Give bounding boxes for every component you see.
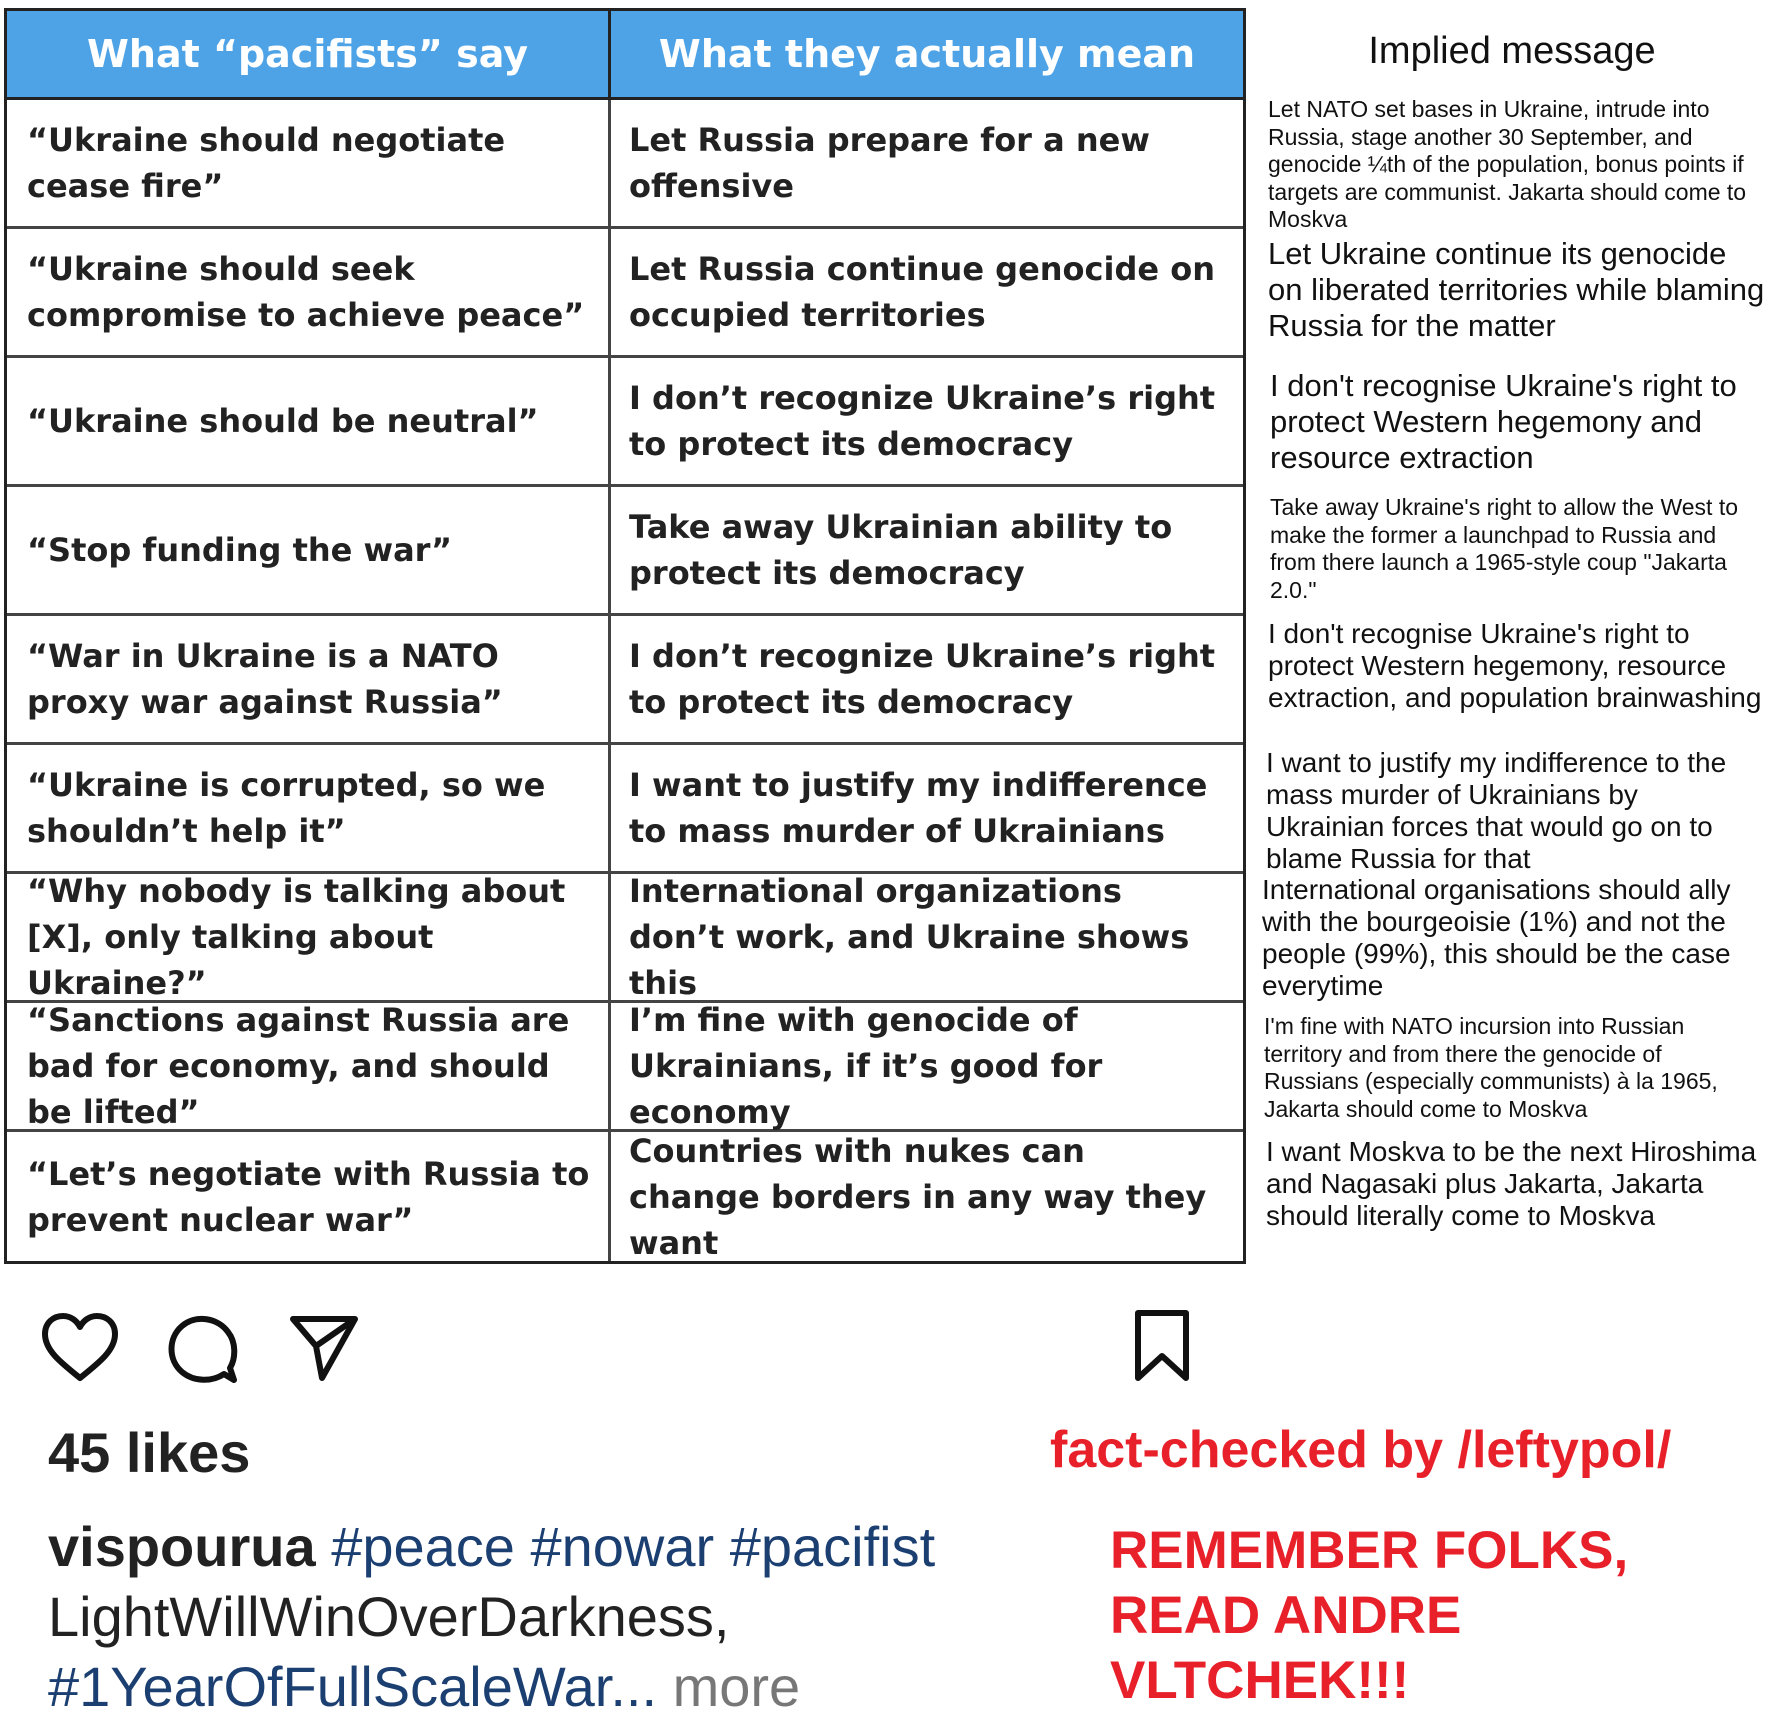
remember-note: [1110, 1518, 1628, 1713]
likes-count[interactable]: 45 likes: [48, 1421, 251, 1484]
mean-cell: I don’t recognize Ukraine’s right to protect its democracy: [629, 379, 1216, 463]
remember-line: READ ANDRE: [1110, 1586, 1462, 1645]
mean-cell: Countries with nukes can change borders in any way they want: [629, 1131, 1207, 1262]
remember-line: REMEMBER FOLKS,: [1110, 1521, 1629, 1580]
heart-icon[interactable]: [40, 1312, 120, 1384]
implied-message: Take away Ukraine's right to allow the West to make the former a launchpad to Russia and from there launch a 1965-style coup "Jakarta 2.0.": [1270, 494, 1739, 603]
table-header: [7, 11, 1243, 100]
implied-message: I want to justify my indifference to the mass murder of Ukrainians by Ukrainian forces that would go on to blame Russia for that: [1266, 747, 1727, 874]
mean-cell: I want to justify my indifference to mass murder of Ukrainians: [629, 766, 1208, 850]
username[interactable]: vispourua: [48, 1515, 316, 1578]
mean-cell: Let Russia prepare for a new offensive: [629, 121, 1150, 205]
mean-cell: International organizations don’t work, and Ukraine shows this: [629, 872, 1190, 1002]
table-row: [7, 616, 1243, 745]
implied-message: Let Ukraine continue its genocide on liberated territories while blaming Russia for the matter: [1268, 236, 1765, 343]
mean-cell: I don’t recognize Ukraine’s right to protect its democracy: [629, 637, 1216, 721]
remember-line: VLTCHEK!!!: [1110, 1651, 1410, 1710]
table-row: [7, 1003, 1243, 1132]
post-caption: [48, 1512, 1008, 1722]
implied-message: International organisations should ally with the bourgeoisie (1%) and not the people (99%), this should be the case everytime: [1262, 874, 1731, 1001]
implied-message: I don't recognise Ukraine's right to protect Western hegemony and resource extraction: [1270, 368, 1737, 475]
caption-line-2: LightWillWinOverDarkness,: [48, 1585, 730, 1648]
say-cell: “War in Ukraine is a NATO proxy war against Russia”: [7, 616, 611, 742]
mean-cell: Take away Ukrainian ability to protect its democracy: [629, 508, 1173, 592]
header-say: What “pacifists” say: [7, 11, 611, 97]
mean-cell: I’m fine with genocide of Ukrainians, if it’s good for economy: [629, 1001, 1103, 1131]
implied-message: I don't recognise Ukraine's right to protect Western hegemony, resource extraction, and population brainwashing: [1268, 618, 1762, 713]
bookmark-icon[interactable]: [1132, 1308, 1192, 1384]
fact-check-label: fact-checked by /leftypol/: [1050, 1421, 1672, 1479]
say-cell: “Ukraine should seek compromise to achieve peace”: [7, 229, 611, 355]
say-cell: “Ukraine should be neutral”: [7, 358, 611, 484]
implied-message: I'm fine with NATO incursion into Russian territory and from there the genocide of Russians (especially communists) à la 1965, Jakarta should come to Moskva: [1264, 1013, 1718, 1122]
table-row: [7, 358, 1243, 487]
table-row: [7, 487, 1243, 616]
table-row: [7, 874, 1243, 1003]
implied-message: Let NATO set bases in Ukraine, intrude into Russia, stage another 30 September, and genocide ¼th of the population, bonus points if targets are communist. Jakarta should come to Moskva: [1268, 96, 1747, 232]
say-cell: “Why nobody is talking about [X], only talking about Ukraine?”: [7, 874, 611, 1000]
implied-message: I want Moskva to be the next Hiroshima and Nagasaki plus Jakarta, Jakarta should literally come to Moskva: [1266, 1136, 1757, 1231]
say-cell: “Sanctions against Russia are bad for economy, and should be lifted”: [7, 1003, 611, 1129]
say-cell: “Ukraine is corrupted, so we shouldn’t help it”: [7, 745, 611, 871]
table-row: [7, 100, 1243, 229]
say-cell: “Stop funding the war”: [7, 487, 611, 613]
header-mean: What they actually mean: [658, 32, 1196, 76]
implied-message-title: Implied message: [1368, 30, 1656, 72]
caption-line-3: [48, 1652, 1008, 1722]
mean-cell: Let Russia continue genocide on occupied territories: [629, 250, 1215, 334]
table-row: [7, 1132, 1243, 1261]
hashtag-1year[interactable]: #1YearOfFullScaleWar...: [48, 1655, 658, 1718]
table-row: [7, 229, 1243, 358]
say-cell: “Ukraine should negotiate cease fire”: [7, 100, 611, 226]
caption-line-1: [48, 1512, 1008, 1582]
say-cell: “Let’s negotiate with Russia to prevent nuclear war”: [7, 1132, 611, 1261]
hashtags[interactable]: #peace #nowar #pacifist: [331, 1515, 936, 1578]
comment-icon[interactable]: [166, 1312, 238, 1384]
share-icon[interactable]: [288, 1312, 360, 1384]
pacifists-table: [4, 8, 1246, 1264]
more-link[interactable]: more: [672, 1655, 801, 1718]
table-row: [7, 745, 1243, 874]
